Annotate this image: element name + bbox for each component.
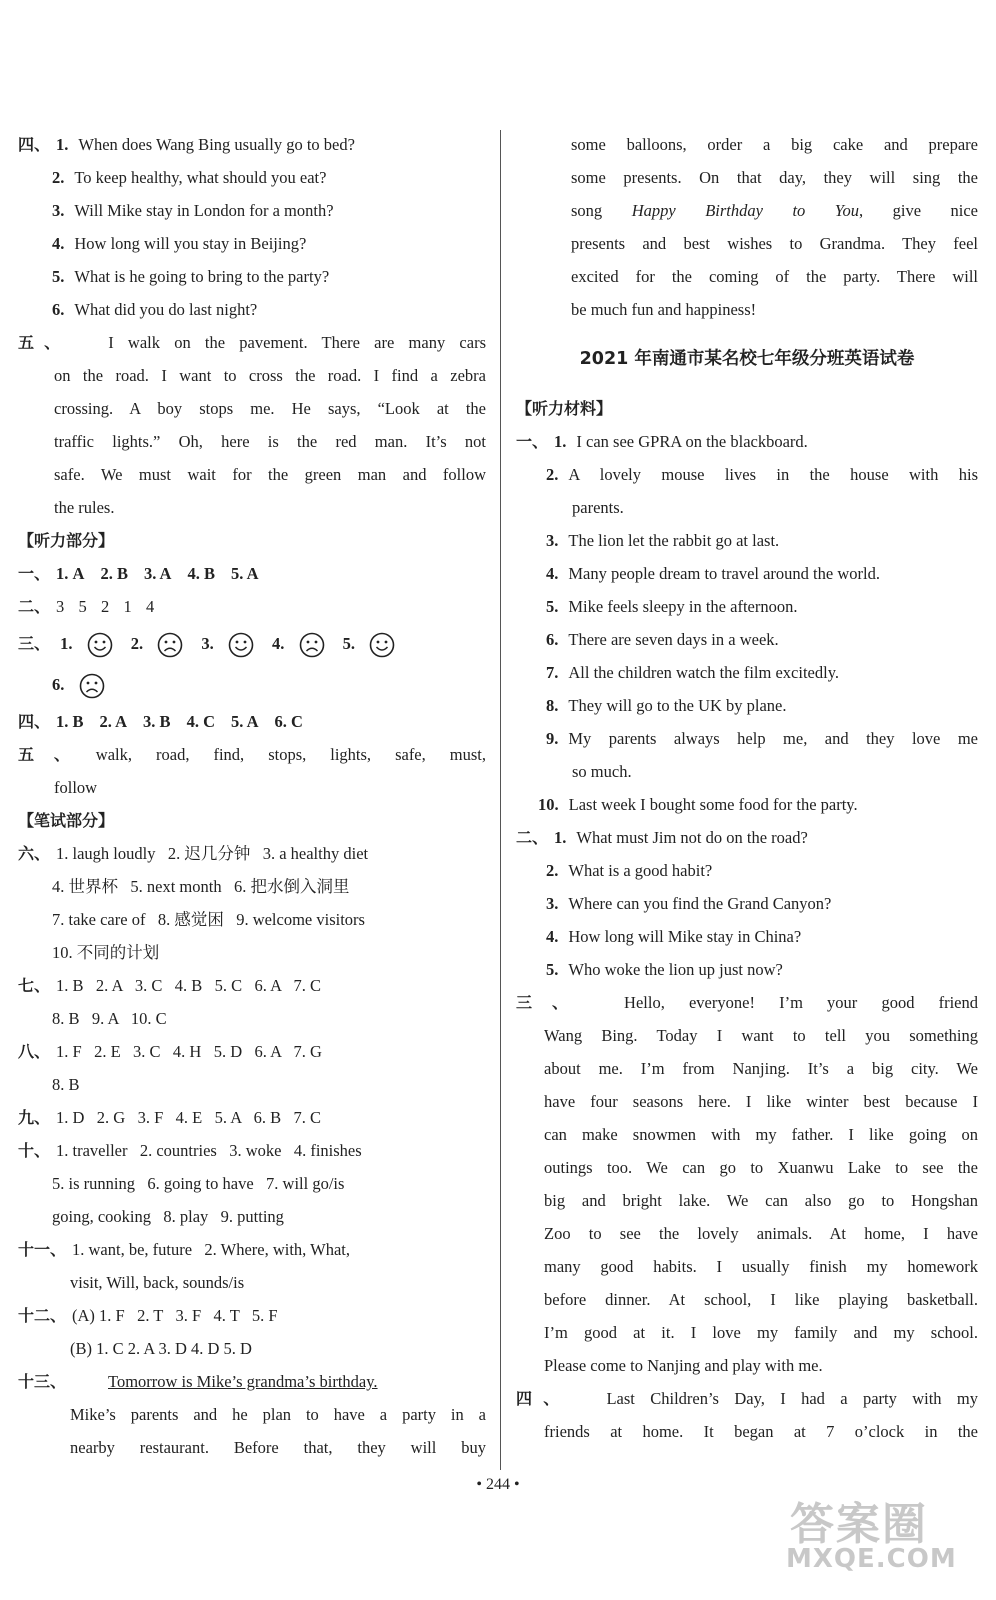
material-q3-line: Zoo to see the lovely animals. At home, I have bbox=[544, 1224, 978, 1243]
listening-q5-answers: 五、 walk, road, find, stops, lights, safe, must, bbox=[18, 745, 486, 764]
q13-cont-line: presents and best wishes to Grandma. They feel bbox=[571, 234, 978, 253]
material-q3-line: many good habits. I usually finish my homework bbox=[544, 1257, 978, 1276]
listening-q1-answers: 一、 1. A 2. B 3. A 4. B 5. A bbox=[18, 564, 259, 583]
material-q1-item: 10. Last week I bought some food for the party. bbox=[538, 795, 858, 814]
q13-cont-line: be much fun and happiness! bbox=[571, 300, 757, 319]
material-q4-line: friends at home. It began at 7 o’clock in the bbox=[544, 1422, 978, 1441]
material-q3-line: Please come to Nanjing and play with me. bbox=[544, 1356, 823, 1375]
exam-title: 2021 年南通市某名校七年级分班英语试卷 bbox=[579, 349, 915, 369]
material-q3-line: outings too. We can go to Xuanwu Lake to see the bbox=[544, 1158, 978, 1177]
material-q1-item: 5. Mike feels sleepy in the afternoon. bbox=[546, 597, 798, 616]
written-q13-first: 十三、 Tomorrow is Mike’s grandma’s birthday. bbox=[18, 1372, 378, 1391]
written-q6-line: 六、 1. laugh loudly 2. 迟几分钟 3. a healthy diet bbox=[18, 844, 369, 863]
written-q8-line: 8. B bbox=[52, 1075, 80, 1094]
listening-q4-answers: 四、 1. B 2. A 3. B 4. C 5. A 6. C bbox=[18, 712, 303, 731]
material-q1-item: 一、 1. I can see GPRA on the blackboard. bbox=[516, 432, 808, 451]
q5-passage-line: traffic lights.” Oh, here is the red man. It’s not bbox=[54, 432, 486, 451]
q5-passage-line: safe. We must wait for the green man and follow bbox=[54, 465, 486, 484]
material-q3-line: can make snowmen with my father. I like going on bbox=[544, 1125, 978, 1144]
material-q3-line: before dinner. At school, I like playing basketball. bbox=[544, 1290, 978, 1309]
q4-item-5: 5. What is he going to bring to the party? bbox=[52, 267, 330, 286]
listening-q3-faces-row2: 6. bbox=[18, 665, 486, 705]
material-q3-line: big and bright lake. We can also go to Hongshan bbox=[544, 1191, 978, 1210]
written-q11-line: visit, Will, back, sounds/is bbox=[70, 1273, 245, 1292]
material-q3-line: about me. I’m from Nanjing. It’s a big city. We bbox=[544, 1059, 978, 1078]
material-q1-item-cont: so much. bbox=[572, 762, 632, 781]
written-q6-line: 10. 不同的计划 bbox=[52, 943, 160, 962]
material-q2-item: 2. What is a good habit? bbox=[546, 861, 713, 880]
right-column bbox=[516, 128, 978, 1448]
smile-icon bbox=[369, 632, 395, 658]
left-column bbox=[18, 128, 486, 1464]
written-q13-line: nearby restaurant. Before that, they will buy bbox=[70, 1438, 486, 1457]
sad-icon bbox=[299, 632, 325, 658]
page-number: • 244 • bbox=[476, 1476, 520, 1493]
material-q1-item: 4. Many people dream to travel around the world. bbox=[546, 564, 880, 583]
material-q2-item: 4. How long will Mike stay in China? bbox=[546, 927, 802, 946]
sad-icon bbox=[157, 632, 183, 658]
q5-passage-line: the rules. bbox=[54, 498, 115, 517]
written-q9-line: 九、 1. D 2. G 3. F 4. E 5. A 6. B 7. C bbox=[18, 1108, 321, 1127]
written-q7-line: 七、 1. B 2. A 3. C 4. B 5. C 6. A 7. C bbox=[18, 976, 321, 995]
written-q10-line: 5. is running 6. going to have 7. will go/is bbox=[52, 1174, 345, 1193]
material-q2-item: 3. Where can you find the Grand Canyon? bbox=[546, 894, 832, 913]
q13-cont-line: some presents. On that day, they will sing the bbox=[571, 168, 978, 187]
written-q12-line: (B) 1. C 2. A 3. D 4. D 5. D bbox=[70, 1339, 252, 1358]
q4-item-2: 2. To keep healthy, what should you eat? bbox=[52, 168, 327, 187]
material-q4-line: 四、 Last Children’s Day, I had a party with my bbox=[516, 1389, 978, 1408]
sad-icon bbox=[79, 673, 105, 699]
q13-cont-line: excited for the coming of the party. There will bbox=[571, 267, 978, 286]
watermark-logo: 答案圈 MXQE.COM bbox=[786, 1499, 957, 1574]
written-q10-line: going, cooking 8. play 9. putting bbox=[52, 1207, 284, 1226]
listening-q3-faces: 三、 1. 2. 3. 4. 5. bbox=[18, 623, 486, 665]
q4-item-4: 4. How long will you stay in Beijing? bbox=[52, 234, 307, 253]
material-q1-item: 2. A lovely mouse lives in the house with his bbox=[546, 465, 978, 484]
material-q2-item: 5. Who woke the lion up just now? bbox=[546, 960, 783, 979]
q4-item-6: 6. What did you do last night? bbox=[52, 300, 258, 319]
material-q1-item: 7. All the children watch the film excitedly. bbox=[546, 663, 840, 682]
listening-section-header: 【听力部分】 bbox=[18, 531, 115, 550]
q4-item-1: 四、 1. When does Wang Bing usually go to bed? bbox=[18, 135, 355, 154]
listening-q2-answers: 二、 3 5 2 1 4 bbox=[18, 597, 157, 616]
material-q1-item: 6. There are seven days in a week. bbox=[546, 630, 779, 649]
written-q6-line: 7. take care of 8. 感觉困 9. welcome visitors bbox=[52, 910, 365, 929]
smile-icon bbox=[87, 632, 113, 658]
material-q3-line: Wang Bing. Today I want to tell you something bbox=[544, 1026, 978, 1045]
written-q8-line: 八、 1. F 2. E 3. C 4. H 5. D 6. A 7. G bbox=[18, 1042, 322, 1061]
material-q1-item-cont: parents. bbox=[572, 498, 624, 517]
written-q6-line: 4. 世界杯 5. next month 6. 把水倒入洞里 bbox=[52, 877, 350, 896]
material-q3-line: I’m good at it. I love my family and my school. bbox=[544, 1323, 978, 1342]
q13-cont-line: song Happy Birthday to You, give nice bbox=[571, 201, 978, 220]
q13-cont-line: some balloons, order a big cake and prepare bbox=[571, 135, 978, 154]
material-q3-line: have four seasons here. I like winter best because I bbox=[544, 1092, 978, 1111]
q5-passage-line: 五、 I walk on the pavement. There are many cars bbox=[18, 333, 486, 352]
written-q10-line: 十、 1. traveller 2. countries 3. woke 4. finishes bbox=[18, 1141, 362, 1160]
listening-q5-answers-cont: follow bbox=[54, 778, 98, 797]
column-divider bbox=[500, 130, 501, 1470]
material-q3-line: 三、 Hello, everyone! I’m your good friend bbox=[516, 993, 978, 1012]
written-q11-line: 十一、 1. want, be, future 2. Where, with, What, bbox=[18, 1240, 350, 1259]
written-q13-line: Mike’s parents and he plan to have a party in a bbox=[70, 1405, 486, 1424]
written-q7-line: 8. B 9. A 10. C bbox=[52, 1009, 167, 1028]
written-section-header: 【笔试部分】 bbox=[18, 811, 115, 830]
q4-item-3: 3. Will Mike stay in London for a month? bbox=[52, 201, 334, 220]
material-q1-item: 3. The lion let the rabbit go at last. bbox=[546, 531, 780, 550]
listening-material-header: 【听力材料】 bbox=[516, 399, 613, 418]
q5-passage-line: crossing. A boy stops me. He says, “Look at the bbox=[54, 399, 486, 418]
written-q12-line: 十二、 (A) 1. F 2. T 3. F 4. T 5. F bbox=[18, 1306, 278, 1325]
material-q1-item: 9. My parents always help me, and they love me bbox=[546, 729, 978, 748]
smile-icon bbox=[228, 632, 254, 658]
q5-passage-line: on the road. I want to cross the road. I find a zebra bbox=[54, 366, 486, 385]
material-q2-item: 二、 1. What must Jim not do on the road? bbox=[516, 828, 808, 847]
material-q1-item: 8. They will go to the UK by plane. bbox=[546, 696, 787, 715]
